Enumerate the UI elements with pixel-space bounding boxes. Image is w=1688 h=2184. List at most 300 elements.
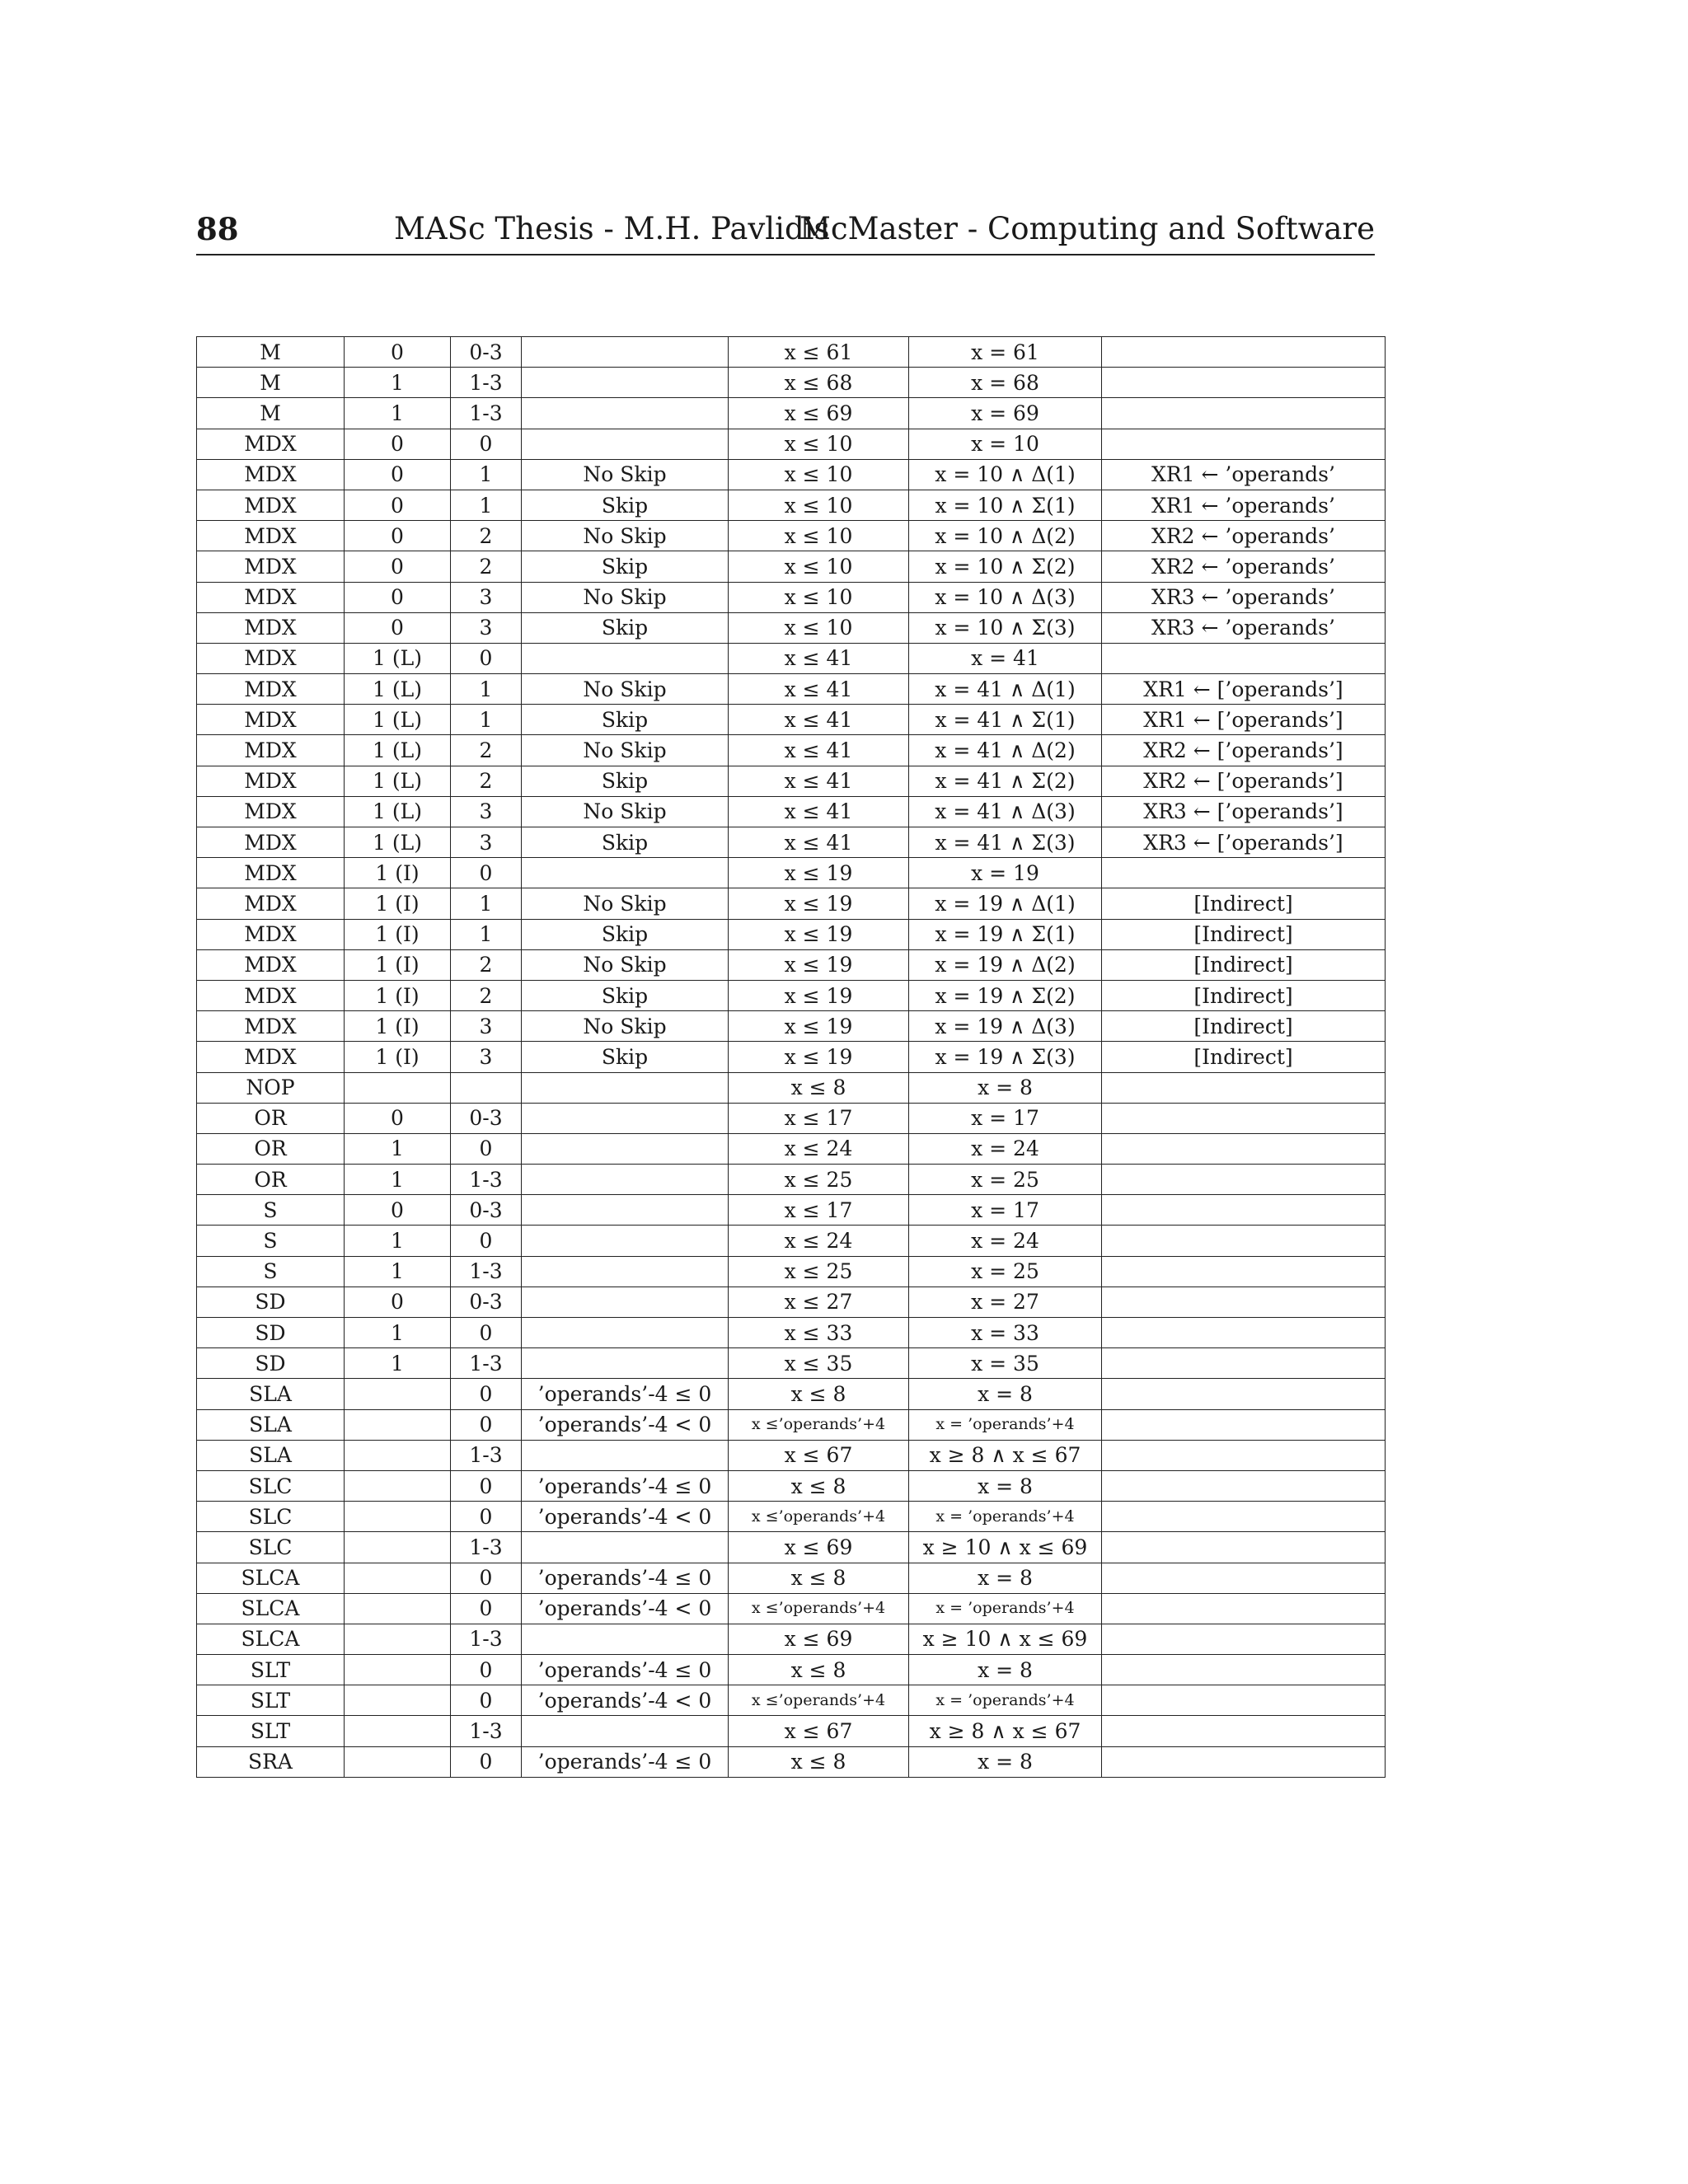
table-cell: SD bbox=[197, 1286, 345, 1317]
table-row bbox=[197, 1685, 1386, 1716]
table-cell: MDX bbox=[197, 796, 345, 827]
table-cell: SLA bbox=[197, 1379, 345, 1409]
table-cell bbox=[522, 1103, 729, 1133]
table-cell: 1 bbox=[451, 888, 522, 919]
table-cell bbox=[345, 1532, 451, 1563]
table-cell bbox=[345, 1409, 451, 1440]
table-cell: x = ’operands’+4 bbox=[909, 1502, 1102, 1532]
table-row bbox=[197, 1286, 1386, 1317]
table-body bbox=[197, 337, 1386, 1778]
table-cell: SLCA bbox=[197, 1624, 345, 1654]
table-cell: 1 bbox=[345, 1348, 451, 1379]
table-cell: [Indirect] bbox=[1102, 919, 1386, 949]
table-cell: 1-3 bbox=[451, 368, 522, 398]
table-cell: SLC bbox=[197, 1470, 345, 1501]
table-cell: 1 (L) bbox=[345, 827, 451, 858]
table-cell: 2 bbox=[451, 766, 522, 796]
table-cell: x = 8 bbox=[909, 1470, 1102, 1501]
table-cell: x ≤’operands’+4 bbox=[729, 1409, 909, 1440]
table-cell: x = 8 bbox=[909, 1746, 1102, 1777]
table-row bbox=[197, 919, 1386, 949]
table-cell bbox=[1102, 1746, 1386, 1777]
table-cell: OR bbox=[197, 1103, 345, 1133]
table-cell: No Skip bbox=[522, 888, 729, 919]
table-cell bbox=[1102, 1593, 1386, 1624]
table-cell: x = 25 bbox=[909, 1256, 1102, 1286]
table-cell: x = 17 bbox=[909, 1103, 1102, 1133]
table-cell: MDX bbox=[197, 490, 345, 520]
table-cell: MDX bbox=[197, 1042, 345, 1072]
table-cell: 1-3 bbox=[451, 398, 522, 429]
table-cell: 3 bbox=[451, 1042, 522, 1072]
table-row bbox=[197, 858, 1386, 888]
table-row bbox=[197, 796, 1386, 827]
table-cell: x = 25 bbox=[909, 1165, 1102, 1195]
table-cell bbox=[345, 1746, 451, 1777]
table-cell: SD bbox=[197, 1348, 345, 1379]
table-cell bbox=[1102, 1103, 1386, 1133]
table-cell: SD bbox=[197, 1318, 345, 1348]
table-cell: 2 bbox=[451, 949, 522, 980]
table-cell: No Skip bbox=[522, 949, 729, 980]
table-cell bbox=[451, 1072, 522, 1103]
table-cell: x ≤ 33 bbox=[729, 1318, 909, 1348]
table-cell: MDX bbox=[197, 521, 345, 551]
table-cell: 1-3 bbox=[451, 1716, 522, 1746]
table-cell: x = ’operands’+4 bbox=[909, 1409, 1102, 1440]
table-cell: XR2 ← [’operands’] bbox=[1102, 735, 1386, 766]
table-cell: 3 bbox=[451, 827, 522, 858]
table-cell: 1 (I) bbox=[345, 1042, 451, 1072]
table-cell: 1 (L) bbox=[345, 674, 451, 705]
table-cell: x = 41 ∧ Σ(1) bbox=[909, 705, 1102, 735]
table-cell: 1 bbox=[345, 368, 451, 398]
table-cell bbox=[1102, 1409, 1386, 1440]
table-cell: x ≤ 41 bbox=[729, 766, 909, 796]
table-cell: 0 bbox=[345, 612, 451, 643]
table-cell: [Indirect] bbox=[1102, 888, 1386, 919]
table-cell bbox=[522, 1348, 729, 1379]
table-cell: ’operands’-4 ≤ 0 bbox=[522, 1563, 729, 1593]
table-cell: x = 69 bbox=[909, 398, 1102, 429]
table-cell bbox=[1102, 368, 1386, 398]
table-row bbox=[197, 612, 1386, 643]
table-cell: XR2 ← [’operands’] bbox=[1102, 766, 1386, 796]
table-cell bbox=[1102, 1133, 1386, 1164]
table-cell: Skip bbox=[522, 1042, 729, 1072]
table-cell bbox=[1102, 1716, 1386, 1746]
table-cell: x ≤ 19 bbox=[729, 858, 909, 888]
table-cell: 0 bbox=[451, 643, 522, 673]
table-cell: 1-3 bbox=[451, 1440, 522, 1470]
table-cell: 1 bbox=[345, 1226, 451, 1256]
table-cell: MDX bbox=[197, 858, 345, 888]
table-cell: ’operands’-4 ≤ 0 bbox=[522, 1470, 729, 1501]
table-cell: 0 bbox=[451, 1379, 522, 1409]
table-cell: XR3 ← [’operands’] bbox=[1102, 827, 1386, 858]
table-cell bbox=[1102, 1502, 1386, 1532]
table-row bbox=[197, 1593, 1386, 1624]
table-cell: 1 (I) bbox=[345, 888, 451, 919]
table-cell: x = 19 ∧ Σ(2) bbox=[909, 980, 1102, 1010]
table-cell: x ≤ 8 bbox=[729, 1746, 909, 1777]
table-row bbox=[197, 1746, 1386, 1777]
table-cell: No Skip bbox=[522, 796, 729, 827]
table-cell: 0 bbox=[451, 1563, 522, 1593]
table-cell: x ≤’operands’+4 bbox=[729, 1685, 909, 1716]
table-cell: 0 bbox=[345, 337, 451, 368]
table-cell: x ≤ 69 bbox=[729, 1624, 909, 1654]
table-cell bbox=[522, 1133, 729, 1164]
table-row bbox=[197, 1409, 1386, 1440]
table-cell bbox=[1102, 337, 1386, 368]
table-cell bbox=[345, 1593, 451, 1624]
table-cell: x = ’operands’+4 bbox=[909, 1593, 1102, 1624]
table-cell bbox=[345, 1440, 451, 1470]
table-cell: x ≤ 41 bbox=[729, 643, 909, 673]
table-cell: 1 (L) bbox=[345, 735, 451, 766]
table-row bbox=[197, 398, 1386, 429]
table-cell: x = 10 ∧ Δ(2) bbox=[909, 521, 1102, 551]
table-row bbox=[197, 1318, 1386, 1348]
table-cell: x = 19 ∧ Δ(1) bbox=[909, 888, 1102, 919]
table-cell bbox=[1102, 1532, 1386, 1563]
table-cell: No Skip bbox=[522, 459, 729, 490]
table-cell bbox=[1102, 1655, 1386, 1685]
table-cell bbox=[1102, 858, 1386, 888]
table-row bbox=[197, 643, 1386, 673]
table-cell: 3 bbox=[451, 612, 522, 643]
table-cell: 1-3 bbox=[451, 1348, 522, 1379]
table-cell: x ≤ 61 bbox=[729, 337, 909, 368]
table-cell: x ≤ 8 bbox=[729, 1072, 909, 1103]
table-cell: 1 (L) bbox=[345, 643, 451, 673]
table-cell: MDX bbox=[197, 612, 345, 643]
table-cell: No Skip bbox=[522, 674, 729, 705]
table-row bbox=[197, 582, 1386, 612]
table-cell bbox=[522, 368, 729, 398]
table-cell: MDX bbox=[197, 429, 345, 459]
table-cell: No Skip bbox=[522, 582, 729, 612]
table-cell: 0 bbox=[345, 490, 451, 520]
table-cell bbox=[522, 1072, 729, 1103]
table-cell: Skip bbox=[522, 919, 729, 949]
table-cell: x = 41 ∧ Δ(2) bbox=[909, 735, 1102, 766]
table-row bbox=[197, 337, 1386, 368]
table-cell: MDX bbox=[197, 582, 345, 612]
table-cell bbox=[522, 1716, 729, 1746]
table-cell: 1 (I) bbox=[345, 919, 451, 949]
table-cell: x = 19 ∧ Δ(2) bbox=[909, 949, 1102, 980]
table-cell: 2 bbox=[451, 735, 522, 766]
table-row bbox=[197, 490, 1386, 520]
table-cell: [Indirect] bbox=[1102, 1042, 1386, 1072]
table-cell: 0 bbox=[345, 1103, 451, 1133]
table-cell bbox=[1102, 1440, 1386, 1470]
table-row bbox=[197, 1226, 1386, 1256]
table-cell: SLA bbox=[197, 1409, 345, 1440]
table-cell bbox=[1102, 1195, 1386, 1226]
table-cell: 0 bbox=[451, 1655, 522, 1685]
table-cell: x = 8 bbox=[909, 1563, 1102, 1593]
table-cell: x ≤’operands’+4 bbox=[729, 1593, 909, 1624]
table-cell: 1 (I) bbox=[345, 858, 451, 888]
table-cell: XR2 ← ’operands’ bbox=[1102, 521, 1386, 551]
table-row bbox=[197, 1563, 1386, 1593]
table-cell: 3 bbox=[451, 582, 522, 612]
table-row bbox=[197, 705, 1386, 735]
table-row bbox=[197, 735, 1386, 766]
table-row bbox=[197, 980, 1386, 1010]
table-row bbox=[197, 1072, 1386, 1103]
table-cell bbox=[522, 1532, 729, 1563]
table-cell: x ≤ 10 bbox=[729, 429, 909, 459]
table-cell: x ≥ 8 ∧ x ≤ 67 bbox=[909, 1440, 1102, 1470]
table-cell: 0 bbox=[345, 459, 451, 490]
table-cell bbox=[1102, 1470, 1386, 1501]
table-cell: x ≤ 69 bbox=[729, 1532, 909, 1563]
table-cell bbox=[1102, 1286, 1386, 1317]
table-cell: 0 bbox=[451, 1746, 522, 1777]
table-cell: 1-3 bbox=[451, 1532, 522, 1563]
table-cell: x = 10 bbox=[909, 429, 1102, 459]
table-cell: x = 19 bbox=[909, 858, 1102, 888]
table-cell: [Indirect] bbox=[1102, 980, 1386, 1010]
table-cell: MDX bbox=[197, 888, 345, 919]
table-cell: x ≤ 41 bbox=[729, 827, 909, 858]
table-cell: Skip bbox=[522, 980, 729, 1010]
table-cell: 2 bbox=[451, 521, 522, 551]
table-row bbox=[197, 827, 1386, 858]
table-cell: x = 27 bbox=[909, 1286, 1102, 1317]
table-cell: SLCA bbox=[197, 1593, 345, 1624]
table-cell: x ≤ 10 bbox=[729, 551, 909, 582]
table-cell: x = 41 ∧ Δ(1) bbox=[909, 674, 1102, 705]
table-row bbox=[197, 888, 1386, 919]
table-cell: x = 10 ∧ Δ(1) bbox=[909, 459, 1102, 490]
table-cell: x = 10 ∧ Δ(3) bbox=[909, 582, 1102, 612]
table-cell: MDX bbox=[197, 827, 345, 858]
table-cell: x ≤ 41 bbox=[729, 796, 909, 827]
table-cell: MDX bbox=[197, 949, 345, 980]
table-cell: 0 bbox=[451, 1318, 522, 1348]
table-cell bbox=[345, 1655, 451, 1685]
table-cell: No Skip bbox=[522, 1011, 729, 1042]
table-row bbox=[197, 1379, 1386, 1409]
table-cell: x = ’operands’+4 bbox=[909, 1685, 1102, 1716]
table-cell: S bbox=[197, 1195, 345, 1226]
table-cell: x = 41 bbox=[909, 643, 1102, 673]
table-row bbox=[197, 1042, 1386, 1072]
table-cell: x ≤ 67 bbox=[729, 1440, 909, 1470]
instruction-timing-table bbox=[196, 336, 1386, 1778]
table-cell: x ≤ 19 bbox=[729, 1011, 909, 1042]
table-cell: x ≤ 19 bbox=[729, 980, 909, 1010]
table-cell: 0 bbox=[345, 1286, 451, 1317]
table-cell: SLC bbox=[197, 1532, 345, 1563]
table-cell: 0 bbox=[345, 429, 451, 459]
table-cell: 0 bbox=[345, 582, 451, 612]
table-cell: 1 bbox=[451, 674, 522, 705]
table-cell: x ≤ 35 bbox=[729, 1348, 909, 1379]
table-cell bbox=[1102, 1563, 1386, 1593]
table-cell bbox=[1102, 1348, 1386, 1379]
table-cell: x = 19 ∧ Σ(1) bbox=[909, 919, 1102, 949]
table-cell: Skip bbox=[522, 490, 729, 520]
table-cell: x ≤ 19 bbox=[729, 1042, 909, 1072]
table-cell: XR3 ← ’operands’ bbox=[1102, 582, 1386, 612]
table-cell: Skip bbox=[522, 827, 729, 858]
table-cell bbox=[522, 1165, 729, 1195]
table-cell: 1 bbox=[345, 398, 451, 429]
table-cell: 1 bbox=[345, 1318, 451, 1348]
table-cell: x ≤’operands’+4 bbox=[729, 1502, 909, 1532]
table-cell: 1 bbox=[451, 490, 522, 520]
table-cell: x ≤ 8 bbox=[729, 1379, 909, 1409]
table-cell: MDX bbox=[197, 766, 345, 796]
table-cell: XR1 ← [’operands’] bbox=[1102, 674, 1386, 705]
table-cell: x ≤ 41 bbox=[729, 674, 909, 705]
table-cell bbox=[522, 1195, 729, 1226]
table-row bbox=[197, 1133, 1386, 1164]
table-row bbox=[197, 1348, 1386, 1379]
table-cell: x ≤ 25 bbox=[729, 1256, 909, 1286]
table-cell: x = 35 bbox=[909, 1348, 1102, 1379]
table-cell: 1 bbox=[451, 919, 522, 949]
table-cell bbox=[522, 858, 729, 888]
table-cell: MDX bbox=[197, 980, 345, 1010]
table-cell: x = 19 ∧ Δ(3) bbox=[909, 1011, 1102, 1042]
table-cell: x = 8 bbox=[909, 1655, 1102, 1685]
table-cell: SLA bbox=[197, 1440, 345, 1470]
table-cell: Skip bbox=[522, 766, 729, 796]
table-cell: 0-3 bbox=[451, 1195, 522, 1226]
table-cell: x = 24 bbox=[909, 1133, 1102, 1164]
table-row bbox=[197, 551, 1386, 582]
table-row bbox=[197, 1655, 1386, 1685]
table-cell bbox=[1102, 429, 1386, 459]
table-cell: x ≤ 41 bbox=[729, 735, 909, 766]
table-cell: 0 bbox=[345, 551, 451, 582]
table-cell: x = 41 ∧ Σ(3) bbox=[909, 827, 1102, 858]
table-row bbox=[197, 429, 1386, 459]
table-row bbox=[197, 1103, 1386, 1133]
table-cell: 0 bbox=[451, 1502, 522, 1532]
table-cell: x = 10 ∧ Σ(1) bbox=[909, 490, 1102, 520]
table-cell: x = 8 bbox=[909, 1072, 1102, 1103]
table-cell: OR bbox=[197, 1165, 345, 1195]
table-cell: 0-3 bbox=[451, 1103, 522, 1133]
table-cell: x ≤ 41 bbox=[729, 705, 909, 735]
table-cell: NOP bbox=[197, 1072, 345, 1103]
table-cell: x = 19 ∧ Σ(3) bbox=[909, 1042, 1102, 1072]
table-row bbox=[197, 1195, 1386, 1226]
table-cell: [Indirect] bbox=[1102, 949, 1386, 980]
table-cell: SRA bbox=[197, 1746, 345, 1777]
table-cell: 0 bbox=[451, 429, 522, 459]
table-cell: x = 10 ∧ Σ(2) bbox=[909, 551, 1102, 582]
table-cell bbox=[522, 1226, 729, 1256]
table-cell: x ≤ 25 bbox=[729, 1165, 909, 1195]
table-cell: x ≤ 10 bbox=[729, 582, 909, 612]
table-cell bbox=[1102, 1379, 1386, 1409]
table-cell bbox=[345, 1470, 451, 1501]
table-cell: x = 33 bbox=[909, 1318, 1102, 1348]
table-cell: x ≤ 19 bbox=[729, 949, 909, 980]
table-cell: MDX bbox=[197, 674, 345, 705]
table-cell: 1 bbox=[451, 459, 522, 490]
table-cell: x ≤ 17 bbox=[729, 1103, 909, 1133]
table-cell: XR1 ← ’operands’ bbox=[1102, 459, 1386, 490]
table-cell: x ≤ 10 bbox=[729, 612, 909, 643]
table-cell bbox=[1102, 1256, 1386, 1286]
table-cell: x = 24 bbox=[909, 1226, 1102, 1256]
table-cell: x = 10 ∧ Σ(3) bbox=[909, 612, 1102, 643]
table-cell: MDX bbox=[197, 551, 345, 582]
table-cell bbox=[1102, 1685, 1386, 1716]
table-cell: 1-3 bbox=[451, 1624, 522, 1654]
table-cell: XR1 ← ’operands’ bbox=[1102, 490, 1386, 520]
table-cell: x ≤ 19 bbox=[729, 888, 909, 919]
table-cell bbox=[1102, 398, 1386, 429]
table-cell: 1 (I) bbox=[345, 949, 451, 980]
table-cell: S bbox=[197, 1226, 345, 1256]
table-cell: x ≤ 19 bbox=[729, 919, 909, 949]
table-cell: S bbox=[197, 1256, 345, 1286]
table-cell: x ≥ 10 ∧ x ≤ 69 bbox=[909, 1532, 1102, 1563]
table-cell bbox=[345, 1502, 451, 1532]
table-row bbox=[197, 1470, 1386, 1501]
table-cell: XR3 ← [’operands’] bbox=[1102, 796, 1386, 827]
table-cell: MDX bbox=[197, 735, 345, 766]
table-cell bbox=[522, 398, 729, 429]
table-cell: 1 (I) bbox=[345, 1011, 451, 1042]
table-cell: SLCA bbox=[197, 1563, 345, 1593]
table-cell: SLT bbox=[197, 1685, 345, 1716]
table-cell bbox=[1102, 1226, 1386, 1256]
table-cell: 0-3 bbox=[451, 337, 522, 368]
table-cell: 0 bbox=[451, 1226, 522, 1256]
table-cell: MDX bbox=[197, 919, 345, 949]
table-cell: No Skip bbox=[522, 521, 729, 551]
table-cell: OR bbox=[197, 1133, 345, 1164]
table-cell: ’operands’-4 < 0 bbox=[522, 1409, 729, 1440]
page-header bbox=[196, 209, 1375, 255]
table-row bbox=[197, 949, 1386, 980]
table-cell: XR3 ← ’operands’ bbox=[1102, 612, 1386, 643]
table-cell: x ≤ 69 bbox=[729, 398, 909, 429]
table-cell: x ≥ 10 ∧ x ≤ 69 bbox=[909, 1624, 1102, 1654]
table-cell: 0-3 bbox=[451, 1286, 522, 1317]
table-row bbox=[197, 1716, 1386, 1746]
table-row bbox=[197, 766, 1386, 796]
table-row bbox=[197, 1256, 1386, 1286]
table-cell: x ≥ 8 ∧ x ≤ 67 bbox=[909, 1716, 1102, 1746]
table-cell: ’operands’-4 < 0 bbox=[522, 1685, 729, 1716]
table-cell: Skip bbox=[522, 612, 729, 643]
table-cell: 0 bbox=[451, 1593, 522, 1624]
table-cell: 0 bbox=[451, 1409, 522, 1440]
table-row bbox=[197, 1165, 1386, 1195]
header-department: McMaster - Computing and Software bbox=[799, 211, 1375, 246]
table-cell: 1-3 bbox=[451, 1165, 522, 1195]
table-cell: x = 8 bbox=[909, 1379, 1102, 1409]
table-cell: ’operands’-4 ≤ 0 bbox=[522, 1379, 729, 1409]
table-cell: x ≤ 68 bbox=[729, 368, 909, 398]
table-cell: 3 bbox=[451, 1011, 522, 1042]
table-cell: 1 (L) bbox=[345, 766, 451, 796]
table-cell bbox=[522, 1318, 729, 1348]
